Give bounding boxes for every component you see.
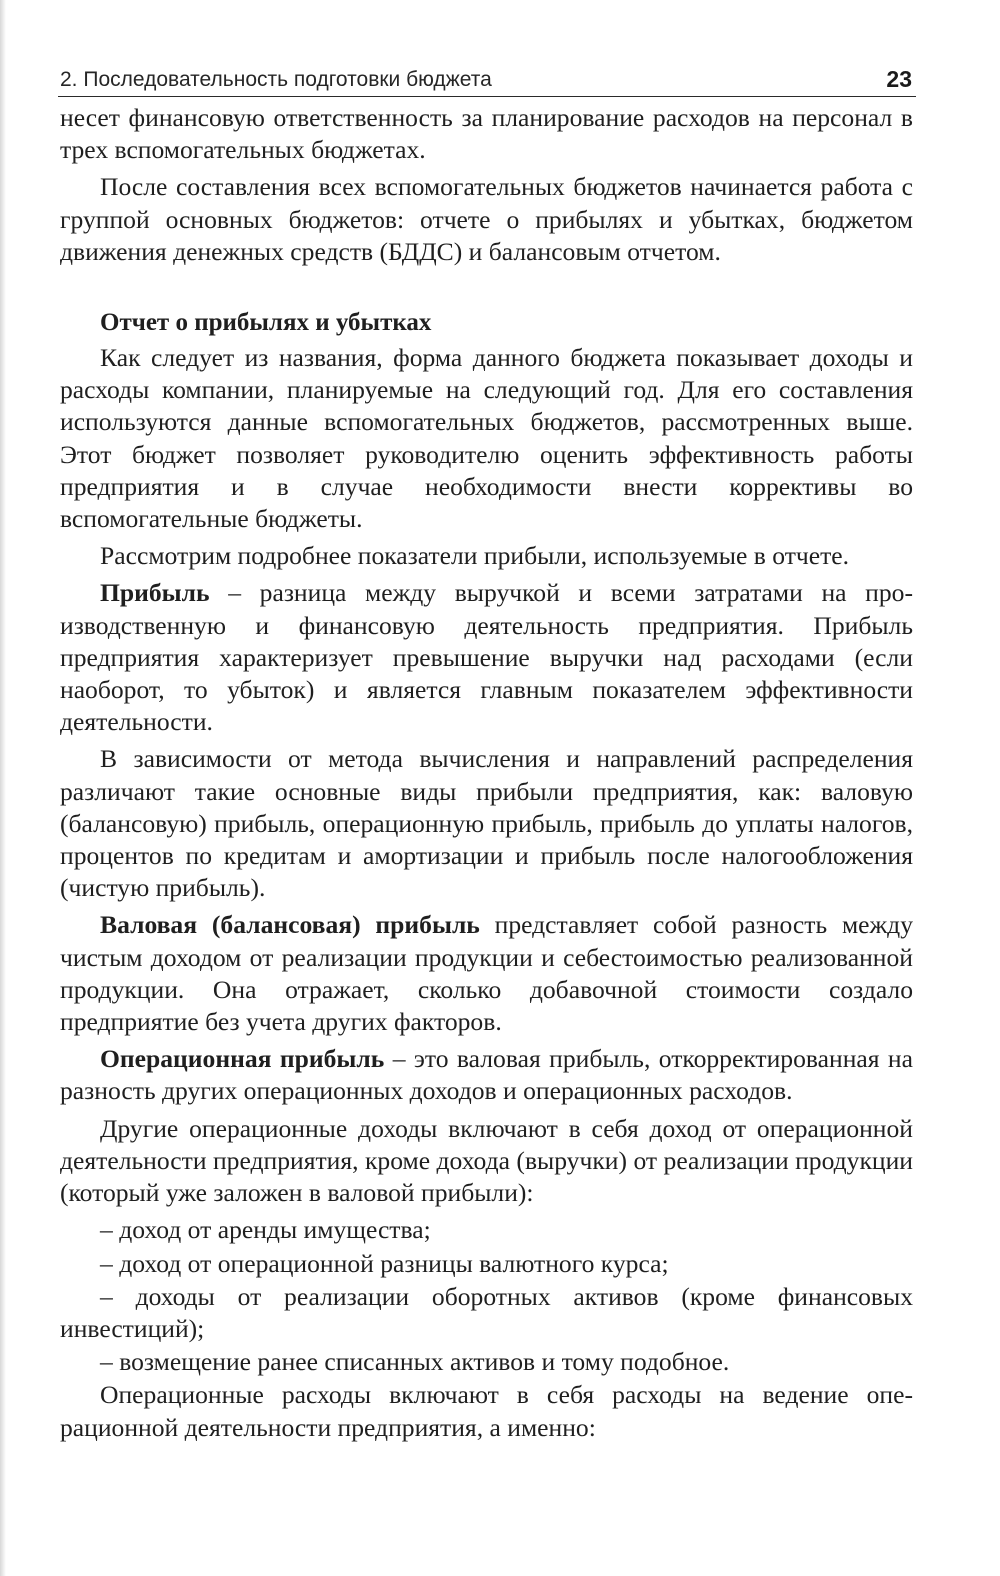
list-item: – доходы от реализации оборотных активов (кроме финансовых инвестиций); (60, 1281, 913, 1343)
running-header (58, 66, 916, 97)
list-item: – возмещение ранее списанных активов и тому подобное. (100, 1347, 730, 1377)
list-item: – доход от аренды имущества; (100, 1215, 431, 1245)
binding-shadow (0, 0, 6, 1576)
paragraph: Как следует из названия, форма данного бюджета показывает доходы и расходы компании, планируемые на следующий год. Для его составления используются данные вспомогательных бюджетов, рассмотренных выше. Этот бюджет позволяет руководителю оценить эффективность работы предприятия и в случае необходимости внести коррективы во вспомогательные бюджеты. (60, 343, 913, 534)
paragraph-definition-profit (60, 577, 913, 738)
page-number: 23 (886, 66, 912, 92)
term-profit: Прибыль (100, 578, 210, 608)
paragraph: После составления всех вспомогательных бюджетов начинается работа с группой основных бюджетов: отчете о прибылях и убытках, бюджетом движения денежных средств (БДДС) и балансовым отчетом. (60, 172, 913, 266)
paragraph: Другие операционные доходы включают в себя доход от операционной деятельности предприятия, кроме дохода (выручки) от реализации продукции (который уже заложен в валовой прибыли): (60, 1113, 913, 1208)
paragraph: Операционные расходы включают в себя расходы на ведение операционной деятельности предприятия, а именно: (60, 1380, 913, 1442)
paragraph: В зависимости от метода вычисления и направлений распределения различают такие основные виды прибыли предприятия, как: валовую (балансовую) прибыль, операционную прибыль, прибыль до уплаты налогов, процентов по кредитам и амортизации и прибыль после налогообложения (чистую прибыль). (60, 744, 913, 903)
running-title: 2. Последовательность подготовки бюджета (60, 68, 492, 91)
term-operating-profit: Операционная прибыль (100, 1044, 385, 1074)
page-body (60, 102, 913, 1449)
paragraph-continued: несет финансовую ответственность за планирование расходов на персонал в трех вспомогательных бюджетах. (60, 103, 913, 165)
paragraph-definition-gross-profit (60, 909, 913, 1038)
paragraph: Рассмотрим подробнее показатели прибыли, используемые в отчете. (100, 541, 850, 571)
definition-text: – это валовая прибыль, откорректированная на разность других операционных доходов и операционных расходов. (60, 1044, 913, 1106)
definition-text: – разница между выручкой и всеми затратами на производственную и финансовую деятельность предприятия. Прибыль предприятия характеризует превышение выручки над расходами (если наоборот, то убыток) и является главным показателем эффективности деятельности. (60, 578, 913, 737)
paragraph-definition-operating-profit (60, 1043, 913, 1107)
section-heading: Отчет о прибылях и убытках (100, 309, 432, 337)
list-item: – доход от операционной разницы валютного курса; (100, 1248, 669, 1278)
definition-text: представляет собой разность между чистым доходом от реализации продукции и себестоимостью реализованной продукции. Она отражает, сколько добавочной стоимости создало предприятие без учета других факторов. (60, 910, 913, 1037)
term-gross-profit: Валовая (балансовая) прибыль (100, 910, 480, 940)
